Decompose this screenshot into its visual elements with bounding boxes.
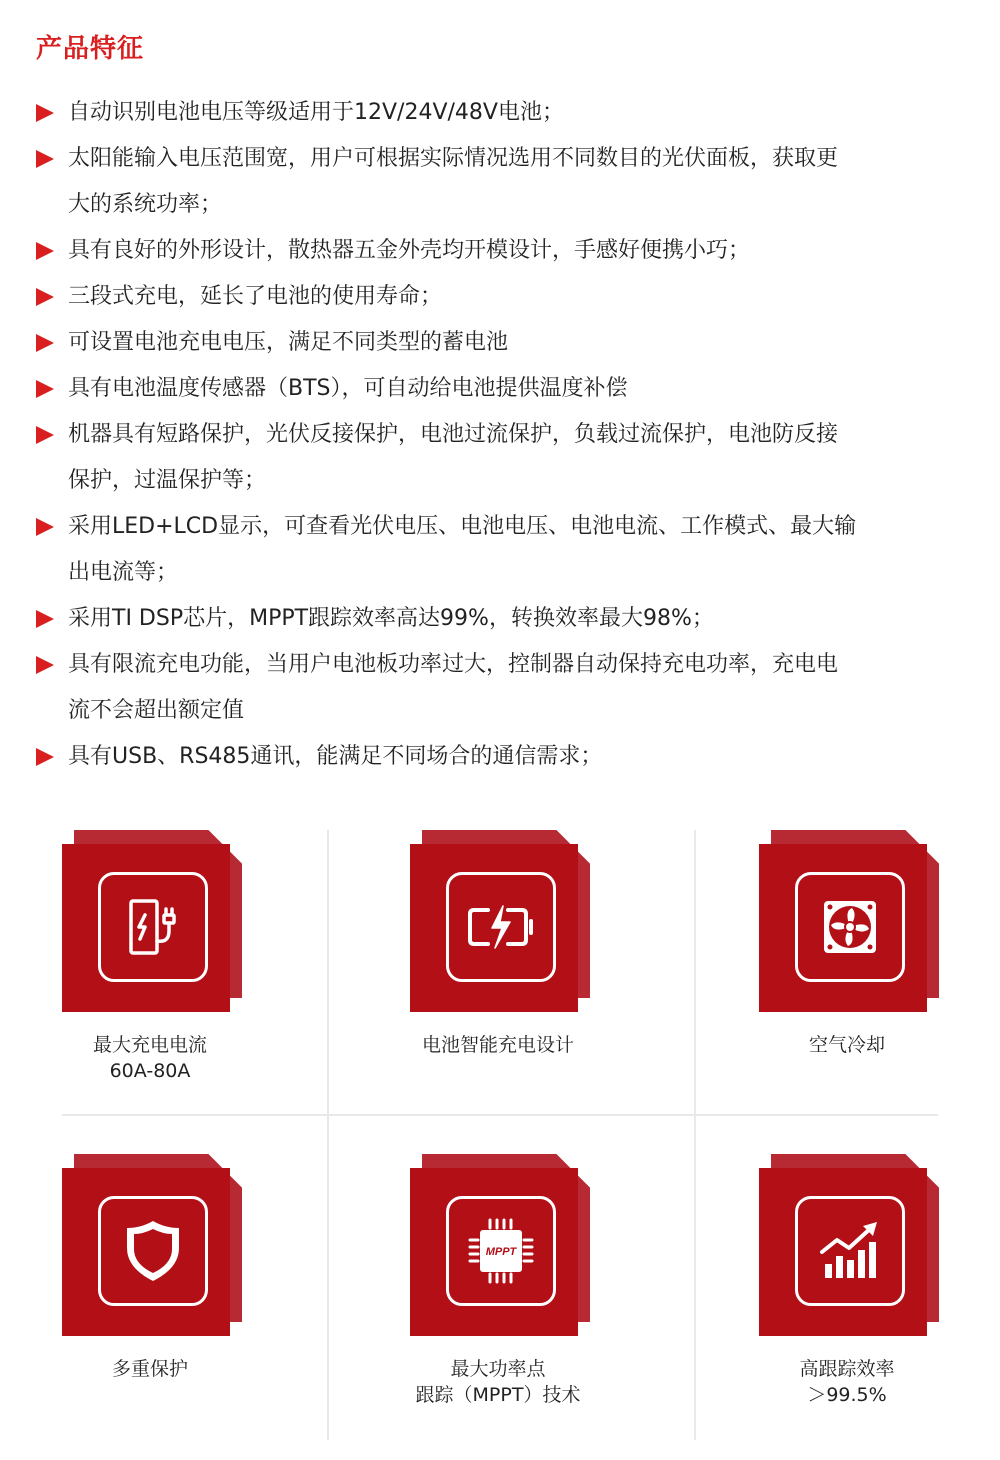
card-badge	[62, 1154, 252, 1344]
chip-label: MPPT	[485, 1246, 517, 1258]
shield-icon	[123, 1218, 183, 1284]
feature-item: 具有USB、RS485通讯，能满足不同场合的通信需求；	[36, 734, 966, 780]
triangle-bullet-icon	[36, 426, 54, 444]
card-caption: 电池智能充电设计	[421, 1034, 574, 1056]
feature-item: 采用LED+LCD显示，可查看光伏电压、电池电压、电池电流、工作模式、最大输 出电流等；	[36, 504, 966, 596]
feature-item: 三段式充电，延长了电池的使用寿命；	[36, 274, 966, 320]
feature-card	[697, 820, 1000, 1130]
feature-item: 采用TI DSP芯片，MPPT跟踪效率高达99%，转换效率最大98%；	[36, 596, 966, 642]
card-badge	[410, 830, 600, 1020]
feature-item: 具有限流充电功能，当用户电池板功率过大，控制器自动保持充电功率，充电电 流不会超出额定值	[36, 642, 966, 734]
feature-list	[36, 90, 966, 780]
grid-divider	[694, 830, 696, 1440]
card-badge	[62, 830, 252, 1020]
triangle-bullet-icon	[36, 656, 54, 674]
card-caption: 最大充电电流 60A-80A	[92, 1034, 207, 1082]
section-title: 产品特征	[36, 34, 145, 64]
feature-item: 具有良好的外形设计，散热器五金外壳均开模设计，手感好便携小巧；	[36, 228, 966, 274]
triangle-bullet-icon	[36, 610, 54, 628]
charging-station-icon	[121, 895, 185, 959]
feature-item: 可设置电池充电电压，满足不同类型的蓄电池	[36, 320, 966, 366]
triangle-bullet-icon	[36, 518, 54, 536]
fan-icon	[820, 897, 880, 957]
card-badge	[410, 1154, 600, 1344]
card-badge	[759, 830, 949, 1020]
feature-item: 太阳能输入电压范围宽，用户可根据实际情况选用不同数目的光伏面板，获取更 大的系统功率；	[36, 136, 966, 228]
triangle-bullet-icon	[36, 150, 54, 168]
feature-card	[0, 1144, 330, 1454]
feature-card	[0, 820, 330, 1130]
feature-card	[348, 1144, 678, 1454]
feature-item: 机器具有短路保护，光伏反接保护，电池过流保护，负载过流保护，电池防反接 保护，过温保护等；	[36, 412, 966, 504]
card-caption: 最大功率点 跟踪（MPPT）技术	[415, 1358, 581, 1406]
feature-card	[348, 820, 678, 1130]
triangle-bullet-icon	[36, 288, 54, 306]
card-caption: 多重保护	[111, 1358, 188, 1380]
triangle-bullet-icon	[36, 104, 54, 122]
triangle-bullet-icon	[36, 334, 54, 352]
growth-chart-icon	[817, 1220, 883, 1282]
card-caption: 空气冷却	[808, 1034, 885, 1056]
feature-card	[697, 1144, 1000, 1454]
feature-cards-grid	[0, 820, 1000, 1450]
card-badge	[759, 1154, 949, 1344]
chip-icon	[466, 1216, 536, 1286]
battery-charging-icon	[466, 902, 536, 952]
triangle-bullet-icon	[36, 242, 54, 260]
feature-item: 自动识别电池电压等级适用于12V/24V/48V电池；	[36, 90, 966, 136]
triangle-bullet-icon	[36, 380, 54, 398]
card-caption: 高跟踪效率 ＞99.5%	[799, 1358, 895, 1406]
feature-item: 具有电池温度传感器（BTS），可自动给电池提供温度补偿	[36, 366, 966, 412]
triangle-bullet-icon	[36, 748, 54, 766]
